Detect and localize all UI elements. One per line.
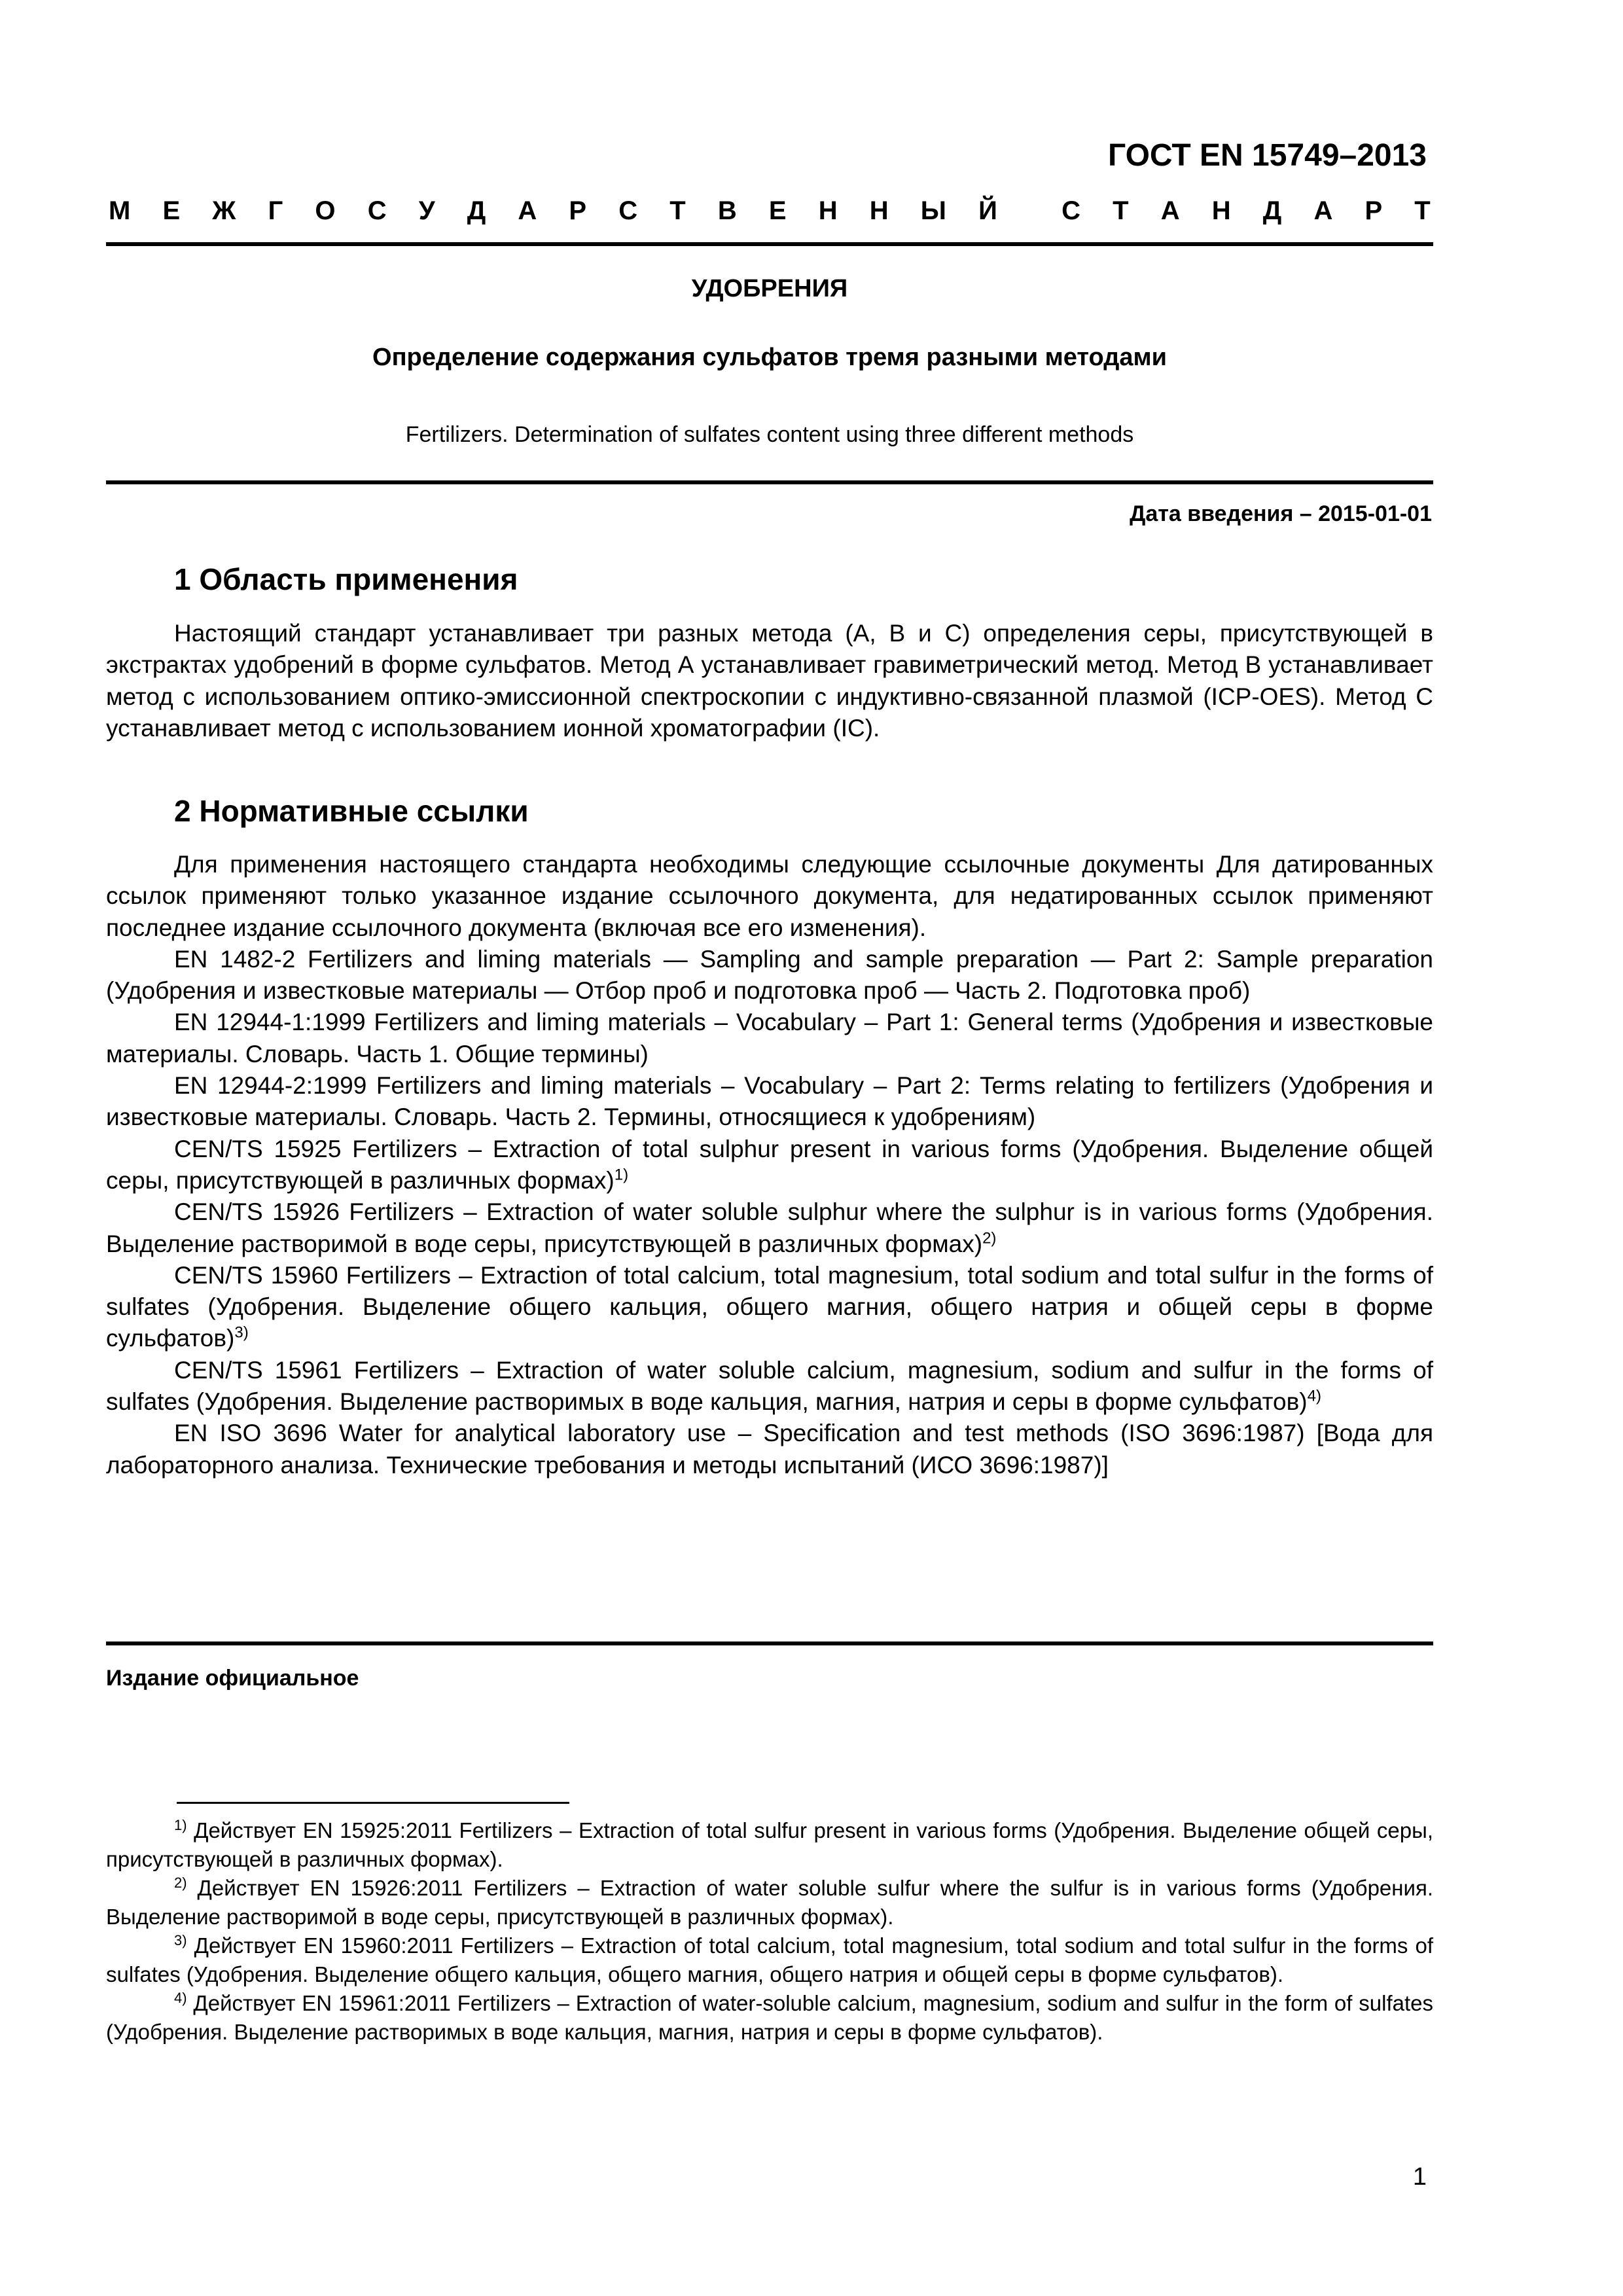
footnote-text: Действует EN 15961:2011 Fertilizers – Extraction of water-soluble calcium, magnesium, sodium and sulfur in the form of sulfates (Удобрения. Выделение растворимых в воде кальция, магния, натрия и серы в форме сульфатов). xyxy=(106,1991,1433,2044)
footnote-separator xyxy=(177,1802,569,1804)
banner-letter: О xyxy=(315,196,336,225)
reference-text: EN ISO 3696 Water for analytical laboratory use – Specification and test methods (ISO 3696:1987) [Вода для лабораторного анализа. Технические требования и методы испытаний (ИСО 3696:1987)] xyxy=(106,1420,1433,1479)
banner-letter: С xyxy=(618,196,638,225)
banner-letter: С xyxy=(1061,196,1081,225)
banner-letter: А xyxy=(518,196,537,225)
banner-letter: Й xyxy=(978,196,997,225)
banner-letter: А xyxy=(1313,196,1333,225)
banner-letter: Д xyxy=(1262,196,1282,225)
reference-item xyxy=(106,1355,1433,1418)
reference-text: CEN/TS 15961 Fertilizers – Extraction of water soluble calcium, magnesium, sodium and sulfur in the forms of sulfates (Удобрения. Выделение растворимых в воде кальция, магния, натрия и серы в форме сульфатов) xyxy=(106,1356,1433,1416)
banner-letter: Ы xyxy=(920,196,946,225)
footnote-text: Действует EN 15926:2011 Fertilizers – Extraction of water soluble sulfur where the sulfur is in various forms (Удобрения. Выделение растворимой в воде серы, присутствующей в различных формах). xyxy=(106,1876,1433,1929)
footnote xyxy=(106,1816,1433,1874)
banner-letter: Н xyxy=(869,196,889,225)
reference-text: EN 12944-1:1999 Fertilizers and liming materials – Vocabulary – Part 1: General terms (Удобрения и известковые материалы. Словарь. Часть 1. Общие термины) xyxy=(106,1009,1433,1067)
banner-letter: Н xyxy=(1211,196,1231,225)
footnote xyxy=(106,1874,1433,1931)
reference-text: CEN/TS 15960 Fertilizers – Extraction of total calcium, total magnesium, total sodium and total sulfur in the forms of sulfates (Удобрения. Выделение общего кальция, общего магния, общего натрия и общей серы в форме сульфатов) xyxy=(106,1261,1433,1352)
official-edition-label: Издание официальное xyxy=(106,1666,359,1691)
banner-letter: Р xyxy=(569,196,587,225)
section-2-heading: 2 Нормативные ссылки xyxy=(174,794,529,828)
section-2-text xyxy=(106,849,1433,1481)
page-number: 1 xyxy=(1412,2163,1427,2191)
header-rule xyxy=(106,242,1433,246)
footnote-mark: 1) xyxy=(174,1817,187,1833)
banner-letter: Е xyxy=(768,196,787,225)
reference-text: CEN/TS 15925 Fertilizers – Extraction of total sulphur present in various forms (Удобрения. Выделение общей серы, присутствующей в различных формах) xyxy=(106,1135,1433,1194)
banner-letter: Т xyxy=(669,196,686,225)
document-number: ГОСТ EN 15749–2013 xyxy=(1107,138,1427,173)
introduction-date: Дата введения – 2015-01-01 xyxy=(1130,501,1432,526)
banner-letter: У xyxy=(418,196,435,225)
standard-subtitle: Определение содержания сульфатов тремя разными методами xyxy=(372,344,1167,371)
footnote-ref: 3) xyxy=(234,1324,249,1342)
reference-item xyxy=(106,1260,1433,1355)
interstate-standard-banner xyxy=(109,196,1431,226)
banner-letter: Д xyxy=(467,196,486,225)
banner-letter: Е xyxy=(162,196,181,225)
banner-letter: М xyxy=(109,196,131,225)
banner-letter: Г xyxy=(268,196,283,225)
reference-text: EN 1482-2 Fertilizers and liming materials — Sampling and sample preparation — Part 2: Sample preparation (Удобрения и известковые материалы — Отбор проб и подготовка проб — Часть 2. Подготовка проб) xyxy=(106,945,1433,1005)
footnote-mark: 2) xyxy=(174,1874,187,1891)
reference-item xyxy=(106,1070,1433,1134)
banner-letter: Р xyxy=(1364,196,1383,225)
banner-letter: С xyxy=(367,196,387,225)
footnote xyxy=(106,1989,1433,2047)
section-1-heading: 1 Область применения xyxy=(174,562,518,596)
reference-item xyxy=(106,1007,1433,1070)
banner-letter: А xyxy=(1160,196,1180,225)
footnote-ref: 2) xyxy=(982,1229,997,1247)
footnote-text: Действует EN 15960:2011 Fertilizers – Extraction of total calcium, total magnesium, total sodium and total sulfur in the forms of sulfates (Удобрения. Выделение общего кальция, общего магния, общего натрия и общей серы в форме сульфатов). xyxy=(106,1933,1433,1986)
paragraph: Для применения настоящего стандарта необходимы следующие ссылочные документы Для датированных ссылок применяют только указанное издание ссылочного документа, для недатированных ссылок применяют последнее издание ссылочного документа (включая все его изменения). xyxy=(106,851,1433,941)
english-title: Fertilizers. Determination of sulfates content using three different methods xyxy=(405,422,1134,447)
reference-item xyxy=(106,944,1433,1007)
title-rule xyxy=(106,480,1433,484)
paragraph: Настоящий стандарт устанавливает три разных метода (А, В и С) определения серы, присутствующей в экстрактах удобрений в форме сульфатов. Метод А устанавливает гравиметрический метод. Метод В устанавливает метод с использованием оптико-эмиссионной спектроскопии с индуктивно-связанной плазмой (ICP-OES). Метод С устанавливает метод с использованием ионной хроматографии (IC). xyxy=(106,620,1433,742)
banner-letter: В xyxy=(717,196,737,225)
reference-text: CEN/TS 15926 Fertilizers – Extraction of water soluble sulphur where the sulphur is in various forms (Удобрения. Выделение растворимой в воде серы, присутствующей в различных формах) xyxy=(106,1198,1433,1257)
footnote-mark: 4) xyxy=(174,1990,187,2006)
banner-letter: Т xyxy=(1414,196,1431,225)
reference-text: EN 12944-2:1999 Fertilizers and liming materials – Vocabulary – Part 2: Terms relating to fertilizers (Удобрения и известковые материалы. Словарь. Часть 2. Термины, относящиеся к удобрениям) xyxy=(106,1072,1433,1131)
standard-title: УДОБРЕНИЯ xyxy=(691,275,848,302)
banner-letter: Ж xyxy=(212,196,236,225)
banner-letter: Н xyxy=(818,196,838,225)
footnote-ref: 1) xyxy=(614,1166,629,1184)
section-1-text xyxy=(106,618,1433,744)
footnote-mark: 3) xyxy=(174,1932,187,1948)
footnote-ref: 4) xyxy=(1307,1387,1321,1405)
reference-item xyxy=(106,1418,1433,1481)
reference-item xyxy=(106,1134,1433,1197)
banner-letter: Т xyxy=(1113,196,1129,225)
footnote-text: Действует EN 15925:2011 Fertilizers – Extraction of total sulfur present in various forms (Удобрения. Выделение общей серы, присутствующей в различных формах). xyxy=(106,1818,1433,1871)
footnote xyxy=(106,1931,1433,1989)
footnotes xyxy=(106,1816,1433,2047)
reference-item xyxy=(106,1196,1433,1260)
footer-rule xyxy=(106,1641,1433,1645)
